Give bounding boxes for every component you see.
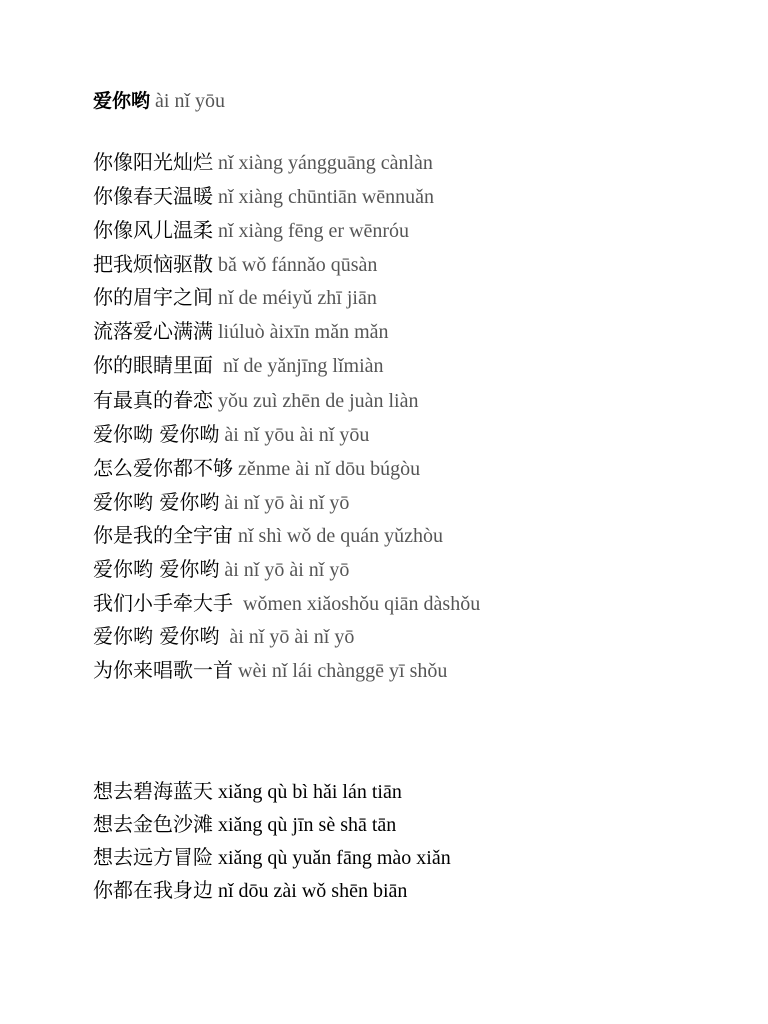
lyric-line — [93, 845, 451, 871]
lyric-pinyin: ài nǐ yōu ài nǐ yōu — [224, 424, 370, 446]
lyric-pinyin: nǐ de yǎnjīng lǐmiàn — [218, 355, 384, 377]
lyric-pinyin: nǐ xiàng yángguāng cànlàn — [218, 152, 433, 174]
lyric-pinyin: ài nǐ yō ài nǐ yō — [224, 559, 350, 581]
title-pinyin: ài nǐ yōu — [155, 90, 226, 112]
lyric-hanzi: 我们小手牵大手 — [93, 591, 233, 615]
title-hanzi: 爱你哟 — [93, 90, 151, 112]
lyric-line — [93, 523, 443, 549]
lyric-line — [93, 150, 433, 176]
lyric-line — [93, 184, 434, 210]
lyric-hanzi: 你像春天温暖 — [93, 184, 213, 208]
lyric-line — [93, 252, 377, 278]
song-title — [93, 89, 225, 115]
lyric-pinyin: wèi nǐ lái chànggē yī shǒu — [238, 660, 448, 682]
lyric-hanzi: 有最真的眷恋 — [93, 388, 213, 412]
lyric-hanzi: 你的眉宇之间 — [93, 285, 213, 309]
lyric-line — [93, 353, 384, 379]
lyric-hanzi: 爱你哟 爱你哟 — [93, 624, 220, 648]
lyric-pinyin: wǒmen xiǎoshǒu qiān dàshǒu — [238, 593, 481, 615]
lyric-pinyin: nǐ shì wǒ de quán yǔzhòu — [238, 525, 443, 547]
lyric-line — [93, 422, 369, 448]
lyric-hanzi: 你都在我身边 — [93, 878, 213, 902]
lyric-line — [93, 285, 377, 311]
lyric-pinyin: zěnme ài nǐ dōu búgòu — [238, 458, 421, 480]
lyric-line — [93, 388, 419, 414]
lyric-hanzi: 爱你哟 爱你哟 — [93, 557, 220, 581]
lyric-hanzi: 想去金色沙滩 — [93, 812, 213, 836]
lyric-line — [93, 557, 349, 583]
lyric-hanzi: 你像阳光灿烂 — [93, 150, 213, 174]
lyric-pinyin: nǐ de méiyǔ zhī jiān — [218, 287, 377, 309]
lyric-hanzi: 爱你呦 爱你呦 — [93, 422, 220, 446]
lyric-hanzi: 想去碧海蓝天 — [93, 779, 213, 803]
lyric-line — [93, 591, 480, 617]
lyric-line — [93, 490, 349, 516]
lyric-pinyin: liúluò àixīn mǎn mǎn — [218, 321, 389, 343]
lyric-line — [93, 779, 402, 805]
lyric-hanzi: 怎么爱你都不够 — [93, 456, 233, 480]
lyric-line — [93, 878, 407, 904]
lyric-line — [93, 319, 389, 345]
lyric-hanzi: 你是我的全宇宙 — [93, 523, 233, 547]
lyric-hanzi: 你的眼睛里面 — [93, 353, 213, 377]
lyric-hanzi: 把我烦恼驱散 — [93, 252, 213, 276]
lyric-hanzi: 为你来唱歌一首 — [93, 658, 233, 682]
lyric-hanzi: 爱你哟 爱你哟 — [93, 490, 220, 514]
lyric-pinyin: bǎ wǒ fánnǎo qūsàn — [218, 254, 378, 276]
lyric-line — [93, 456, 420, 482]
lyric-line — [93, 218, 409, 244]
lyric-pinyin: xiǎng qù yuǎn fāng mào xiǎn — [218, 847, 451, 869]
lyric-pinyin: nǐ xiàng chūntiān wēnnuǎn — [218, 186, 435, 208]
lyric-pinyin: nǐ xiàng fēng er wēnróu — [218, 220, 410, 242]
lyric-pinyin: yǒu zuì zhēn de juàn liàn — [218, 390, 419, 412]
lyric-pinyin: xiǎng qù bì hǎi lán tiān — [218, 781, 402, 803]
lyric-line — [93, 812, 396, 838]
lyric-pinyin: nǐ dōu zài wǒ shēn biān — [218, 880, 408, 902]
lyric-pinyin: xiǎng qù jīn sè shā tān — [218, 814, 397, 836]
lyric-hanzi: 你像风儿温柔 — [93, 218, 213, 242]
lyric-line — [93, 624, 354, 650]
lyric-hanzi: 想去远方冒险 — [93, 845, 213, 869]
lyric-line — [93, 658, 447, 684]
lyric-hanzi: 流落爱心满满 — [93, 319, 213, 343]
lyric-pinyin: ài nǐ yō ài nǐ yō — [224, 492, 350, 514]
lyric-pinyin: ài nǐ yō ài nǐ yō — [224, 626, 355, 648]
